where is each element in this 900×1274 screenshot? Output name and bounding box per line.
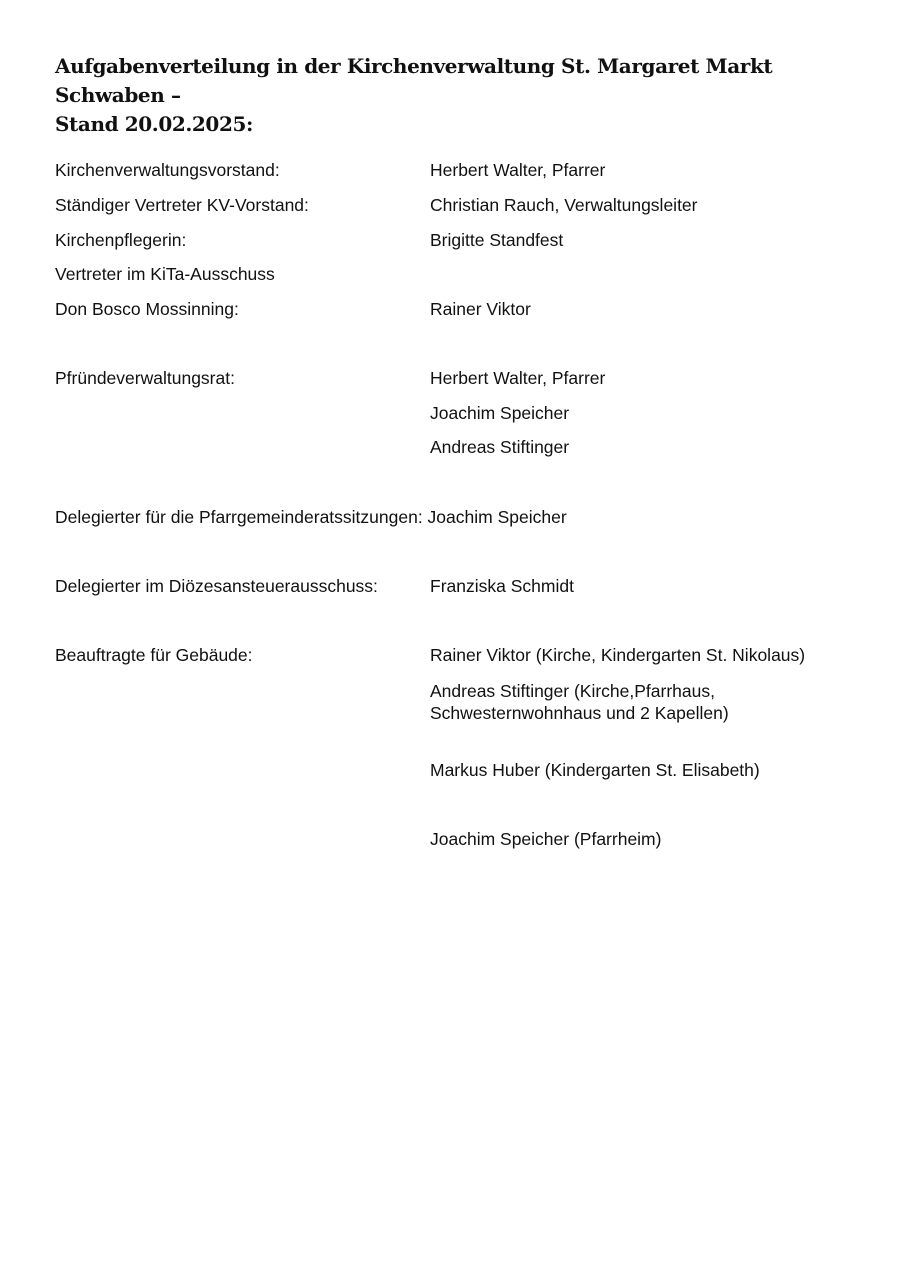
entry-label: Kirchenpflegerin: bbox=[55, 230, 187, 250]
pfruende-member: Joachim Speicher bbox=[430, 403, 570, 423]
title-line-2: Stand 20.02.2025: bbox=[55, 112, 253, 136]
pgr-delegate: Delegierter für die Pfarrgemeinderatssitzungen: Joachim Speicher bbox=[55, 507, 567, 527]
entry-value: Brigitte Standfest bbox=[430, 230, 564, 250]
entry-label: Kirchenverwaltungsvorstand: bbox=[55, 160, 280, 180]
building-item: Markus Huber (Kindergarten St. Elisabeth) bbox=[430, 760, 760, 780]
entry-value: Rainer Viktor bbox=[430, 299, 531, 319]
building-item: Andreas Stiftinger (Kirche,Pfarrhaus, bbox=[430, 681, 715, 701]
entry-label: Vertreter im KiTa-Ausschuss bbox=[55, 264, 275, 284]
document-title bbox=[55, 52, 855, 139]
dsta-value: Franziska Schmidt bbox=[430, 576, 574, 596]
building-item: Schwesternwohnhaus und 2 Kapellen) bbox=[430, 703, 729, 723]
pfruende-label: Pfründeverwaltungsrat: bbox=[55, 368, 235, 388]
entry-label: Ständiger Vertreter KV-Vorstand: bbox=[55, 195, 309, 215]
building-item: Rainer Viktor (Kirche, Kindergarten St. Nikolaus) bbox=[430, 645, 806, 665]
building-item: Joachim Speicher (Pfarrheim) bbox=[430, 829, 662, 849]
pfruende-member: Andreas Stiftinger bbox=[430, 437, 570, 457]
title-line-1: Aufgabenverteilung in der Kirchenverwaltung St. Margaret Markt Schwaben – bbox=[55, 54, 773, 107]
dsta-label: Delegierter im Diözesansteuerausschuss: bbox=[55, 576, 378, 596]
pfruende-member: Herbert Walter, Pfarrer bbox=[430, 368, 606, 388]
entry-value: Christian Rauch, Verwaltungsleiter bbox=[430, 195, 698, 215]
buildings-label: Beauftragte für Gebäude: bbox=[55, 645, 253, 665]
entry-value: Herbert Walter, Pfarrer bbox=[430, 160, 606, 180]
entry-label: Don Bosco Mossinning: bbox=[55, 299, 239, 319]
